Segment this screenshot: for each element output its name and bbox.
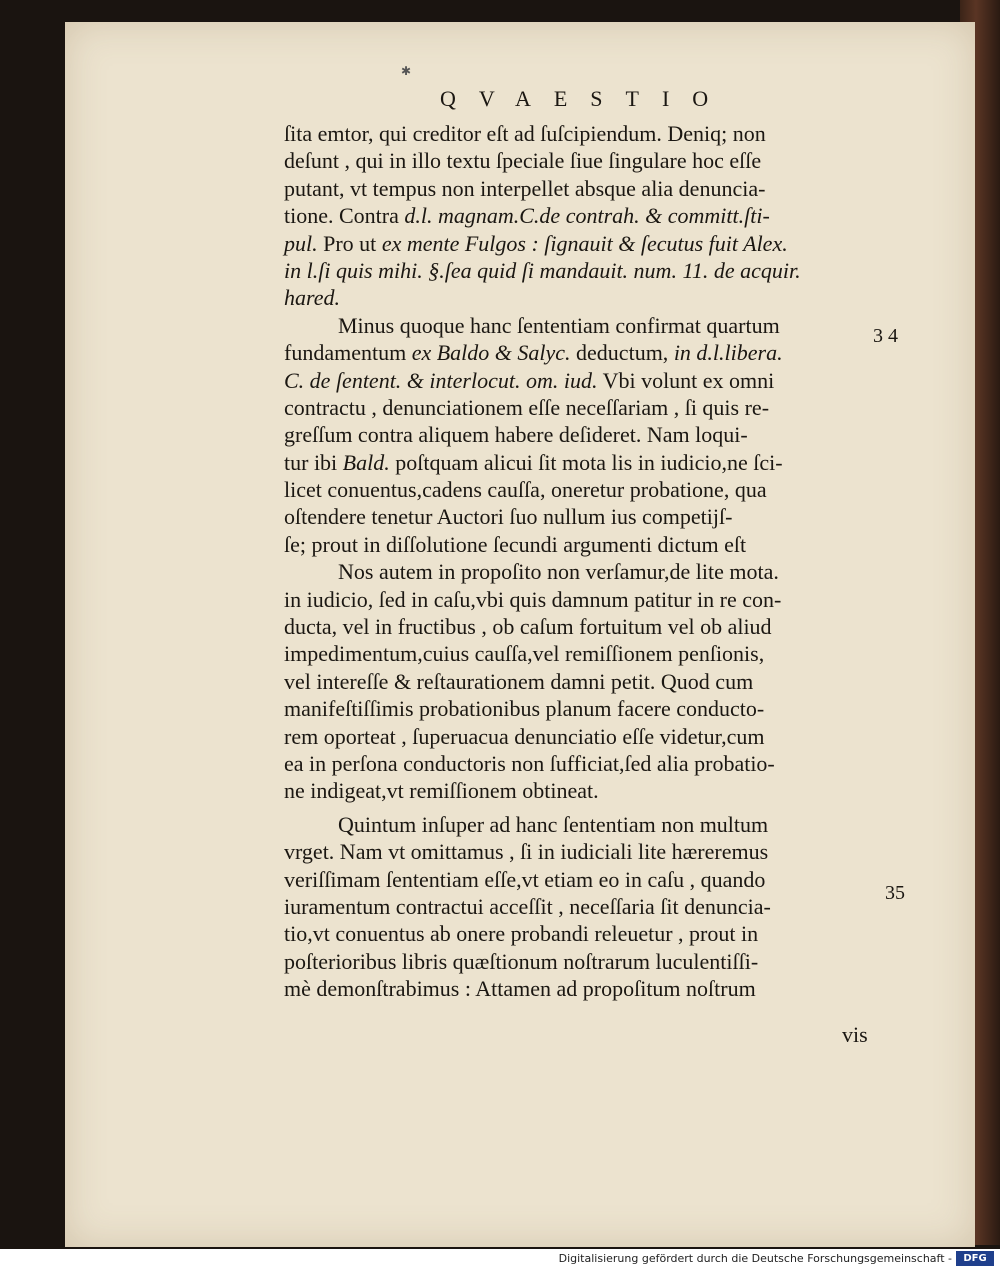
text-line: licet conuentus,cadens cauſſa, oneretur probatione, qua	[284, 477, 767, 503]
text-line: putant, vt tempus non interpellet absque alia denuncia-	[284, 175, 766, 201]
text-line: deſunt , qui in illo textu ſpeciale ſiue ſingulare hoc eſſe	[284, 148, 762, 174]
text-line: ne indigeat,vt remiſſionem obtineat.	[284, 778, 599, 804]
text-line: rem oporteat , ſuperuacua denunciatio eſſe videtur,cum	[284, 723, 765, 749]
text-line: C. de ſentent. & interlocut. om. iud. Vbi volunt ex omni	[284, 367, 775, 393]
text-line: Minus quoque hanc ſententiam confirmat quartum	[338, 312, 780, 338]
text-line: vrget. Nam vt omittamus , ſi in iudiciali lite hæreremus	[284, 839, 769, 865]
dfg-logo: DFG	[956, 1251, 994, 1266]
text-line: contractu , denunciationem eſſe neceſſariam , ſi quis re-	[284, 394, 770, 420]
text-line: hared.	[284, 285, 341, 311]
text-line: greſſum contra aliquem habere deſideret. Nam loqui-	[284, 422, 748, 448]
text-line: ſita emtor, qui creditor eſt ad ſuſcipiendum. Deniq; non	[284, 121, 766, 146]
text-line: manifeſtiſſimis probationibus planum facere conducto-	[284, 696, 765, 722]
text-line: pul. Pro ut ex mente Fulgos : ſignauit & ſecutus fuit Alex.	[284, 230, 788, 256]
text-line: veriſſimam ſententiam eſſe,vt etiam eo in caſu , quando	[284, 866, 766, 892]
text-line: impedimentum,cuius cauſſa,vel remiſſionem penſionis,	[284, 641, 765, 667]
text-line: iuramentum contractui acceſſit , neceſſaria ſit denuncia-	[284, 893, 771, 919]
text-line: mè demonſtrabimus : Attamen ad propoſitum noſtrum	[284, 976, 756, 1002]
text-line: oſtendere tenetur Auctori ſuo nullum ius competijſ-	[284, 504, 733, 530]
text-line: in iudicio, ſed in caſu,vbi quis damnum patitur in re con-	[284, 586, 782, 612]
text-line: ea in perſona conductoris non ſufficiat,ſed alia probatio-	[284, 750, 775, 776]
body-text	[284, 120, 874, 1003]
text-line: poſterioribus libris quæſtionum noſtrarum luculentiſſi-	[284, 948, 759, 974]
text-line: in l.ſi quis mihi. §.ſea quid ſi mandauit. num. 11. de acquir.	[284, 257, 801, 283]
margin-number-35: 35	[885, 882, 905, 904]
text-line: vel intereſſe & reſtaurationem damni petit. Quod cum	[284, 668, 754, 694]
margin-number-34: 3 4	[873, 325, 898, 347]
ink-speck: ✱	[401, 64, 412, 78]
digitization-footer	[0, 1249, 1000, 1269]
text-line: ducta, vel in fructibus , ob caſum fortuitum vel ob aliud	[284, 614, 772, 640]
running-title: QVAESTIO	[440, 86, 732, 111]
footer-credit: Digitalisierung gefördert durch die Deutsche Forschungsgemeinschaft -	[558, 1252, 952, 1265]
text-line: tur ibi Bald. poſtquam alicui ſit mota lis in iudicio,ne ſci-	[284, 449, 783, 475]
text-line: Quintum inſuper ad hanc ſententiam non multum	[338, 811, 769, 837]
text-line: tione. Contra d.l. magnam.C.de contrah. & committ.ſti-	[284, 203, 770, 229]
text-line: Nos autem in propoſito non verſamur,de lite mota.	[338, 559, 779, 585]
text-line: ſe; prout in diſſolutione ſecundi argumenti dictum eſt	[284, 531, 747, 557]
catchword: vis	[842, 1022, 868, 1047]
text-line: tio,vt conuentus ab onere probandi releuetur , prout in	[284, 921, 759, 947]
text-line: fundamentum ex Baldo & Salyc. deductum, in d.l.libera.	[284, 340, 783, 366]
